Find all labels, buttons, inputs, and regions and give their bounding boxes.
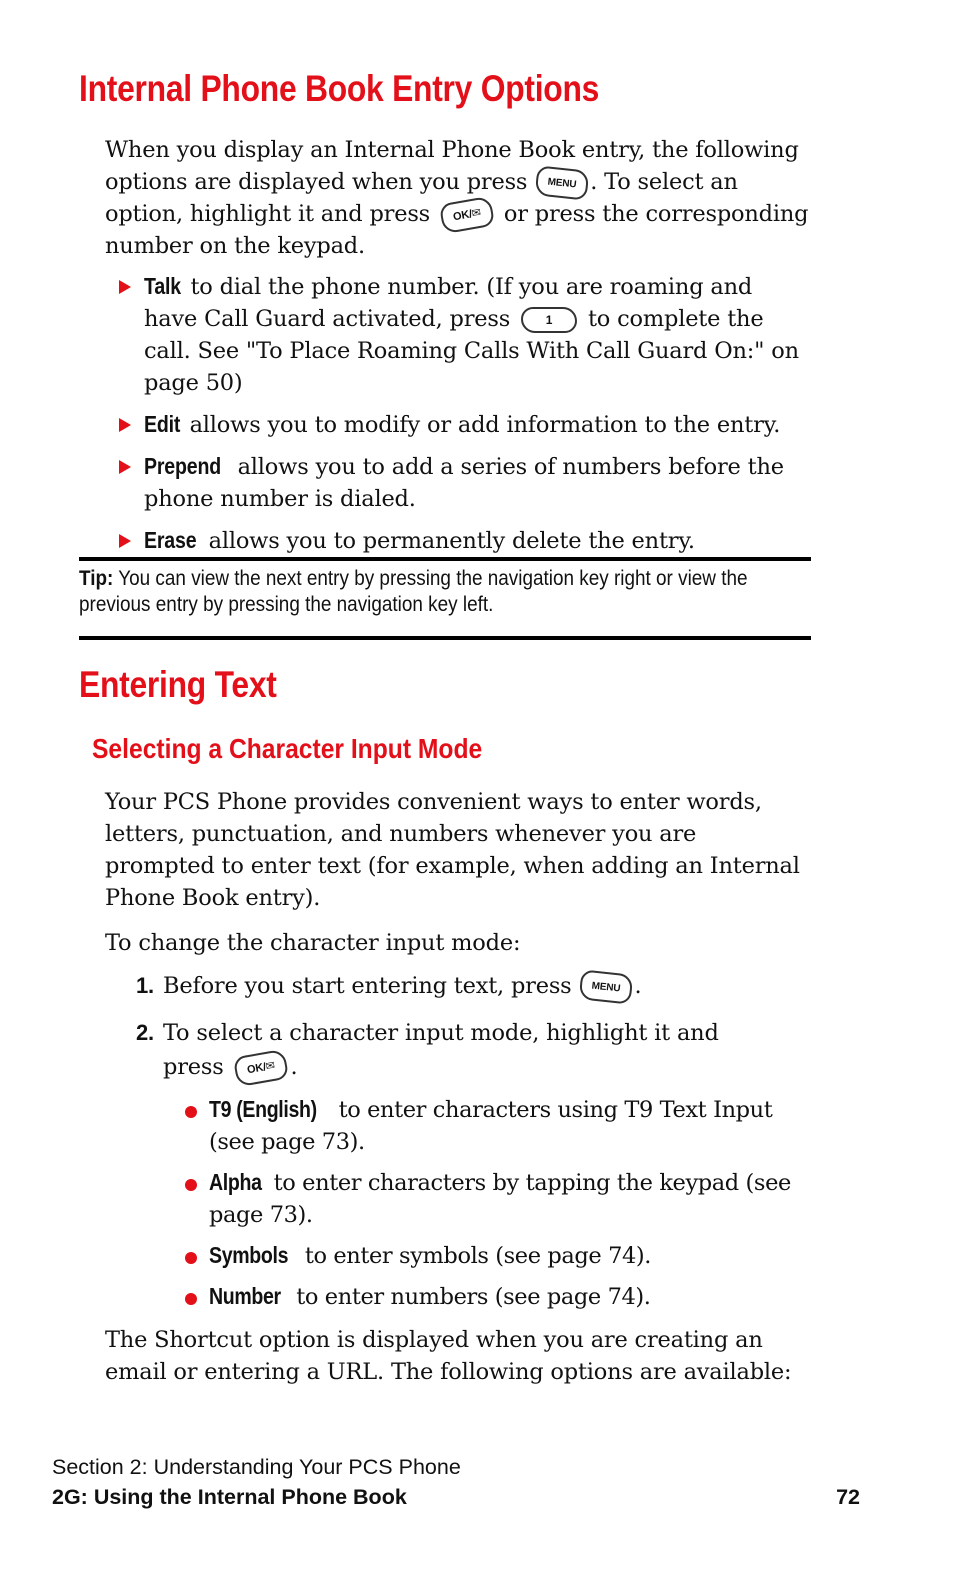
menu-key-icon: MENU <box>579 969 634 1004</box>
list-item-symbols: Symbols to enter symbols (see page 74). <box>183 1239 808 1272</box>
page-number: 72 <box>836 1485 860 1509</box>
subsection-title-input-mode: Selecting a Character Input Mode <box>92 733 483 764</box>
change-mode-lead: To change the character input mode: <box>105 930 521 956</box>
list-item-erase: Erase allows you to permanently delete the entry. <box>117 524 809 557</box>
list-item-talk: Talk to dial the phone number. (If you are roaming and have Call Guard activated, press 1 to complete the call. See "To Place Roaming Calls With Call Guard On:" on page 50) <box>117 270 809 399</box>
list-item-t9-english: T9 (English) to enter characters using T9 Text Input (see page 73). <box>183 1093 808 1158</box>
list-item-number: Number to enter numbers (see page 74). <box>183 1280 808 1313</box>
step-1: 1. Before you start entering text, press MENU . <box>136 969 816 1003</box>
entry-options-list <box>117 270 809 566</box>
tip-top-divider <box>79 557 811 561</box>
footer-section-label: Section 2: Understanding Your PCS Phone <box>52 1455 461 1479</box>
tip-label: Tip: <box>79 566 114 590</box>
tip-bottom-divider <box>79 636 811 640</box>
phone-book-options-intro: When you display an Internal Phone Book entry, the following options are displayed when you press MENU . To select an option, highlight it and press OK/✉ or press the corresponding number on the keypad. <box>105 137 809 259</box>
entering-text-intro: Your PCS Phone provides convenient ways to enter words, letters, punctuation, and numbers whenever you are prompted to enter text (for example, when adding an Internal Phone Book entry). <box>105 789 800 911</box>
bullet-dot-icon <box>185 1252 197 1264</box>
menu-key-icon: MENU <box>535 165 590 200</box>
section-title-entering-text: Entering Text <box>79 664 277 705</box>
bullet-dot-icon <box>185 1106 197 1118</box>
shortcut-option-text: The Shortcut option is displayed when you are creating an email or entering a URL. The following options are available: <box>105 1327 792 1385</box>
list-item-prepend: Prepend allows you to add a series of numbers before the phone number is dialed. <box>117 450 809 515</box>
one-key-icon: 1 <box>521 307 577 333</box>
bullet-arrow-icon <box>119 280 131 294</box>
bullet-arrow-icon <box>119 418 131 432</box>
section-title-phone-book-options: Internal Phone Book Entry Options <box>79 68 600 109</box>
footer-chapter-label: 2G: Using the Internal Phone Book <box>52 1485 407 1509</box>
tip-text: You can view the next entry by pressing the navigation key right or view the previous entry by pressing the navigation key left. <box>79 566 748 616</box>
bullet-arrow-icon <box>119 534 131 548</box>
ok-key-icon: OK/✉ <box>232 1049 288 1088</box>
bullet-arrow-icon <box>119 460 131 474</box>
bullet-dot-icon <box>185 1179 197 1191</box>
tip-box <box>79 565 818 617</box>
input-mode-list <box>183 1093 808 1321</box>
list-item-edit: Edit allows you to modify or add information to the entry. <box>117 408 809 441</box>
bullet-dot-icon <box>185 1293 197 1305</box>
list-item-alpha: Alpha to enter characters by tapping the keypad (see page 73). <box>183 1166 808 1231</box>
step-2: 2. To select a character input mode, highlight it and press OK/✉ . <box>136 1016 726 1084</box>
ok-key-icon: OK/✉ <box>439 196 495 235</box>
